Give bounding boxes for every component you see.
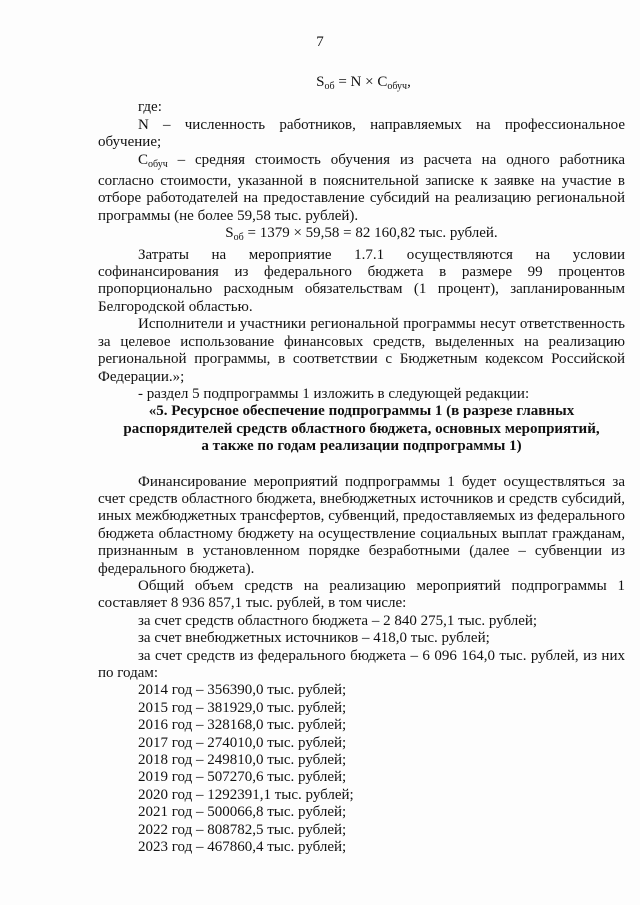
section-intro: - раздел 5 подпрограммы 1 изложить в следующей редакции:: [138, 385, 530, 402]
paragraph-financing: Финансирование мероприятий подпрограммы 1 будет осуществляться за счет средств областного бюджета, внебюджетных источников и средств субсидий, иных межбюджетных трансфертов, субвенций, предоставляемых из федерального бюджета областному бюджету на осуществление социальных выплат гражданам, признанным в установленном порядке безработными (далее – субвенции из федерального бюджета).: [98, 473, 625, 577]
section-heading: [98, 403, 625, 455]
def-c-text: – средняя стоимость обучения из расчета на одного работника согласно стоимости, указанной в пояснительной записке к заявке на участие в отборе работодателей на предоставление субсидий на реализацию региональной программы (не более 59,58 тыс. рублей).: [98, 151, 625, 224]
year-item: 2014 год – 356390,0 тыс. рублей;: [138, 682, 347, 699]
page-number: 7: [316, 34, 324, 50]
heading-line-2: распорядителей средств областного бюджета, основных мероприятий,: [123, 420, 600, 437]
formula-lhs: S: [316, 74, 325, 90]
years-list: [98, 682, 625, 856]
source-extrabudgetary: за счет внебюджетных источников – 418,0 тыс. рублей;: [138, 630, 490, 647]
year-item: 2018 год – 249810,0 тыс. рублей;: [138, 752, 347, 769]
formula-equals: = N × C: [334, 74, 388, 90]
heading-line-1: «5. Ресурсное обеспечение подпрограммы 1 (в разрезе главных: [148, 403, 575, 420]
def-c-subscript: обуч: [148, 158, 168, 170]
calc-subscript: об: [233, 232, 244, 244]
source-federal: за счет средств из федерального бюджета – 6 096 164,0 тыс. рублей, из них по годам:: [98, 647, 625, 681]
calc-text: = 1379 × 59,58 = 82 160,82 тыс. рублей.: [243, 225, 498, 242]
paragraph-responsibility: Исполнители и участники региональной программы несут ответственность за целевое использование финансовых средств, выделенных на реализацию региональной программы, в соответствии с Бюджетным кодексом Российской Федерации.»;: [98, 316, 625, 385]
where-label: где:: [138, 99, 162, 116]
year-item: 2015 год – 381929,0 тыс. рублей;: [138, 699, 347, 716]
year-item: 2020 год – 1292391,1 тыс. рублей;: [138, 786, 354, 803]
calc-symbol: S: [225, 225, 234, 242]
formula-calculation: [98, 225, 625, 246]
heading-line-3: а также по годам реализации подпрограммы 1): [201, 438, 522, 455]
year-item: 2019 год – 507270,6 тыс. рублей;: [138, 769, 347, 786]
formula-main: [98, 74, 625, 95]
definition-c: [98, 152, 625, 226]
year-item: 2017 год – 274010,0 тыс. рублей;: [138, 734, 347, 751]
page-content: [98, 74, 625, 856]
formula-tail: ,: [407, 74, 411, 90]
paragraph-total: Общий объем средств на реализацию мероприятий подпрограммы 1 составляет 8 936 857,1 тыс. рублей, в том числе:: [98, 577, 625, 612]
year-item: 2023 год – 467860,4 тыс. рублей;: [138, 839, 347, 856]
year-item: 2021 год – 500066,8 тыс. рублей;: [138, 804, 347, 821]
formula-lhs-subscript: об: [324, 81, 335, 92]
year-item: 2016 год – 328168,0 тыс. рублей;: [138, 717, 347, 734]
definition-n: N – численность работников, направляемых на профессиональное обучение;: [98, 116, 625, 151]
formula-rhs-subscript: обуч: [387, 81, 408, 92]
source-regional: за счет средств областного бюджета – 2 840 275,1 тыс. рублей;: [138, 612, 538, 629]
def-c-symbol: С: [138, 151, 149, 168]
paragraph-costs: Затраты на мероприятие 1.7.1 осуществляются на условии софинансирования из федерального бюджета в размере 99 процентов пропорционально расходным обязательствам (1 процент), запланированным Белгородской областью.: [98, 246, 625, 315]
year-item: 2022 год – 808782,5 тыс. рублей;: [138, 821, 347, 838]
